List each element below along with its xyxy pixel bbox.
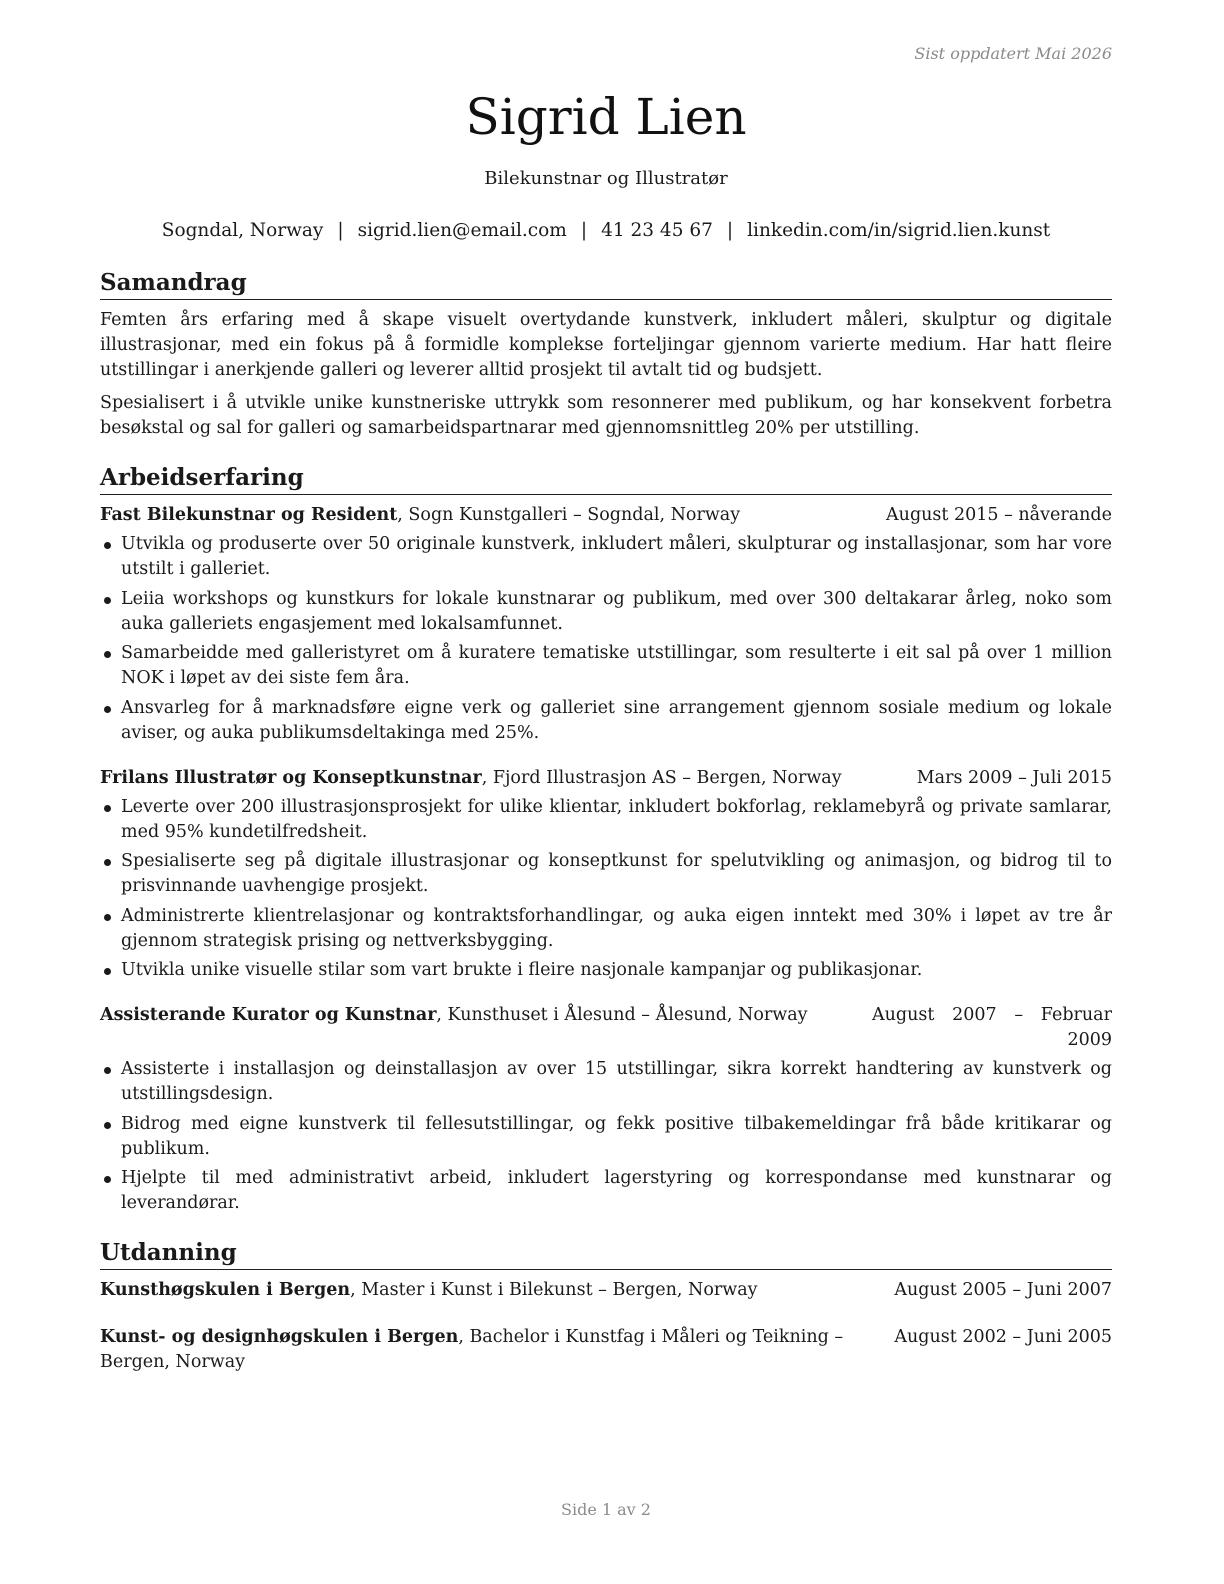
job-organization: , Sogn Kunstgalleri – Sogndal, Norway	[397, 505, 741, 525]
contact-location: Sogndal, Norway	[161, 220, 324, 241]
job-entry	[100, 766, 1112, 984]
summary-paragraph: Spesialisert i å utvikle unike kunstneriske uttrykk som resonnerer med publikum, og har konsekvent forbetra besøkstal og sal for galleri og samarbeidspartnarar med gjennomsnittleg 20% per utstilling.	[100, 393, 1112, 438]
summary-section	[100, 268, 1112, 441]
job-title: Fast Bilekunstnar og Resident	[100, 505, 398, 525]
bullet-item: Utvikla og produserte over 50 originale kunstverk, inkludert måleri, skulpturar og installasjonar, som har vore utstilt i galleriet.	[100, 532, 1112, 582]
degree-detail: , Bachelor i Kunstfag i Måleri og Teikning – Bergen, Norway	[100, 1327, 844, 1372]
job-bullets	[100, 532, 1112, 746]
bullet-item: Assisterte i installasjon og deinstallasjon av over 15 utstillingar, sikra korrekt handtering av kunstverk og utstillingsdesign.	[100, 1057, 1112, 1107]
contact-separator: |	[726, 220, 734, 241]
bullet-item: Samarbeidde med galleristyret om å kuratere tematiske utstillingar, som resulterte i eit sal på over 1 million NOK i løpet av dei siste fem åra.	[100, 641, 1112, 691]
contact-email[interactable]: sigrid.lien@email.com	[357, 220, 567, 241]
resume-content	[100, 268, 1112, 1397]
bullet-item: Hjelpte til med administrativt arbeid, inkludert lagerstyring og korrespondanse med kunstnarar og leverandørar.	[100, 1166, 1112, 1216]
job-organization: , Fjord Illustrasjon AS – Bergen, Norway	[481, 767, 842, 788]
contact-separator: |	[337, 220, 344, 241]
bullet-item: Ansvarleg for å marknadsføre eigne verk og galleriet sine arrangement gjennom sosiale medium og lokale aviser, og auka publikumsdeltakinga med 25%.	[100, 696, 1112, 746]
education-entry	[100, 1325, 1112, 1375]
contact-linkedin[interactable]: linkedin.com/in/sigrid.lien.kunst	[747, 220, 1051, 241]
bullet-item: Bidrog med eigne kunstverk til fellesutstillingar, og fekk positive tilbakemeldingar frå både kritikarar og publikum.	[100, 1112, 1112, 1162]
candidate-title: Bilekunstnar og Illustratør	[484, 168, 728, 189]
job-bullets	[100, 795, 1112, 984]
job-entry	[100, 1003, 1112, 1216]
education-date: August 2002 – Juni 2005	[894, 1327, 1112, 1347]
school-name: Kunst- og designhøgskulen i Bergen	[100, 1327, 459, 1347]
job-title: Assisterande Kurator og Kunstnar	[100, 1005, 437, 1025]
school-name: Kunsthøgskulen i Bergen	[100, 1280, 351, 1300]
job-header	[100, 1003, 1112, 1053]
section-heading-education: Utdanning	[100, 1238, 1112, 1270]
degree-detail: , Master i Kunst i Bilekunst – Bergen, Norway	[350, 1280, 758, 1300]
last-updated: Sist oppdatert Mai 2026	[914, 44, 1112, 63]
job-entry	[100, 503, 1112, 746]
summary-paragraph: Femten års erfaring med å skape visuelt overtydande kunstverk, inkludert måleri, skulptur og digitale illustrasjonar, med ein fokus på å formidle komplekse forteljingar gjennom varierte medium. Har hatt fleire utstillingar i anerkjende galleri og leverer alltid prosjekt til avtalt tid og budsjett.	[100, 310, 1112, 380]
job-header	[100, 766, 1112, 791]
resume-page	[100, 0, 1112, 1584]
job-organization: , Kunsthuset i Ålesund – Ålesund, Norway	[436, 1005, 808, 1025]
job-date: Mars 2009 – Juli 2015	[916, 767, 1112, 788]
bullet-item: Administrerte klientrelasjonar og kontraktsforhandlingar, og auka eigen inntekt med 30% i løpet av tre år gjennom strategisk prising og nettverksbygging.	[100, 904, 1112, 954]
education-section	[100, 1238, 1112, 1375]
candidate-name: Sigrid Lien	[465, 88, 747, 146]
page-number: Side 1 av 2	[561, 1500, 651, 1519]
job-title: Frilans Illustratør og Konseptkunstnar	[100, 767, 482, 788]
job-date: August 2007 – Februar 2009	[872, 1005, 1112, 1050]
bullet-item: Utvikla unike visuelle stilar som vart brukte i fleire nasjonale kampanjar og publikasjonar.	[100, 958, 1112, 983]
job-header	[100, 503, 1112, 528]
job-date: August 2015 – nåverande	[886, 505, 1112, 525]
education-entry	[100, 1278, 1112, 1303]
section-heading-experience: Arbeidserfaring	[100, 463, 1112, 495]
contact-phone: 41 23 45 67	[601, 220, 713, 241]
education-date: August 2005 – Juni 2007	[894, 1280, 1112, 1300]
contact-line	[100, 218, 1112, 244]
bullet-item: Leiia workshops og kunstkurs for lokale kunstnarar og publikum, med over 300 deltakarar årleg, noko som auka galleriets engasjement med lokalsamfunnet.	[100, 587, 1112, 637]
section-heading-summary: Samandrag	[100, 268, 1112, 300]
experience-section	[100, 463, 1112, 1216]
bullet-item: Leverte over 200 illustrasjonsprosjekt for ulike klientar, inkludert bokforlag, reklamebyrå og private samlarar, med 95% kundetilfredsheit.	[100, 795, 1112, 845]
contact-separator: |	[580, 220, 588, 241]
bullet-item: Spesialiserte seg på digitale illustrasjonar og konseptkunst for spelutvikling og animasjon, og bidrog til to prisvinnande uavhengige prosjekt.	[100, 849, 1112, 899]
job-bullets	[100, 1057, 1112, 1216]
